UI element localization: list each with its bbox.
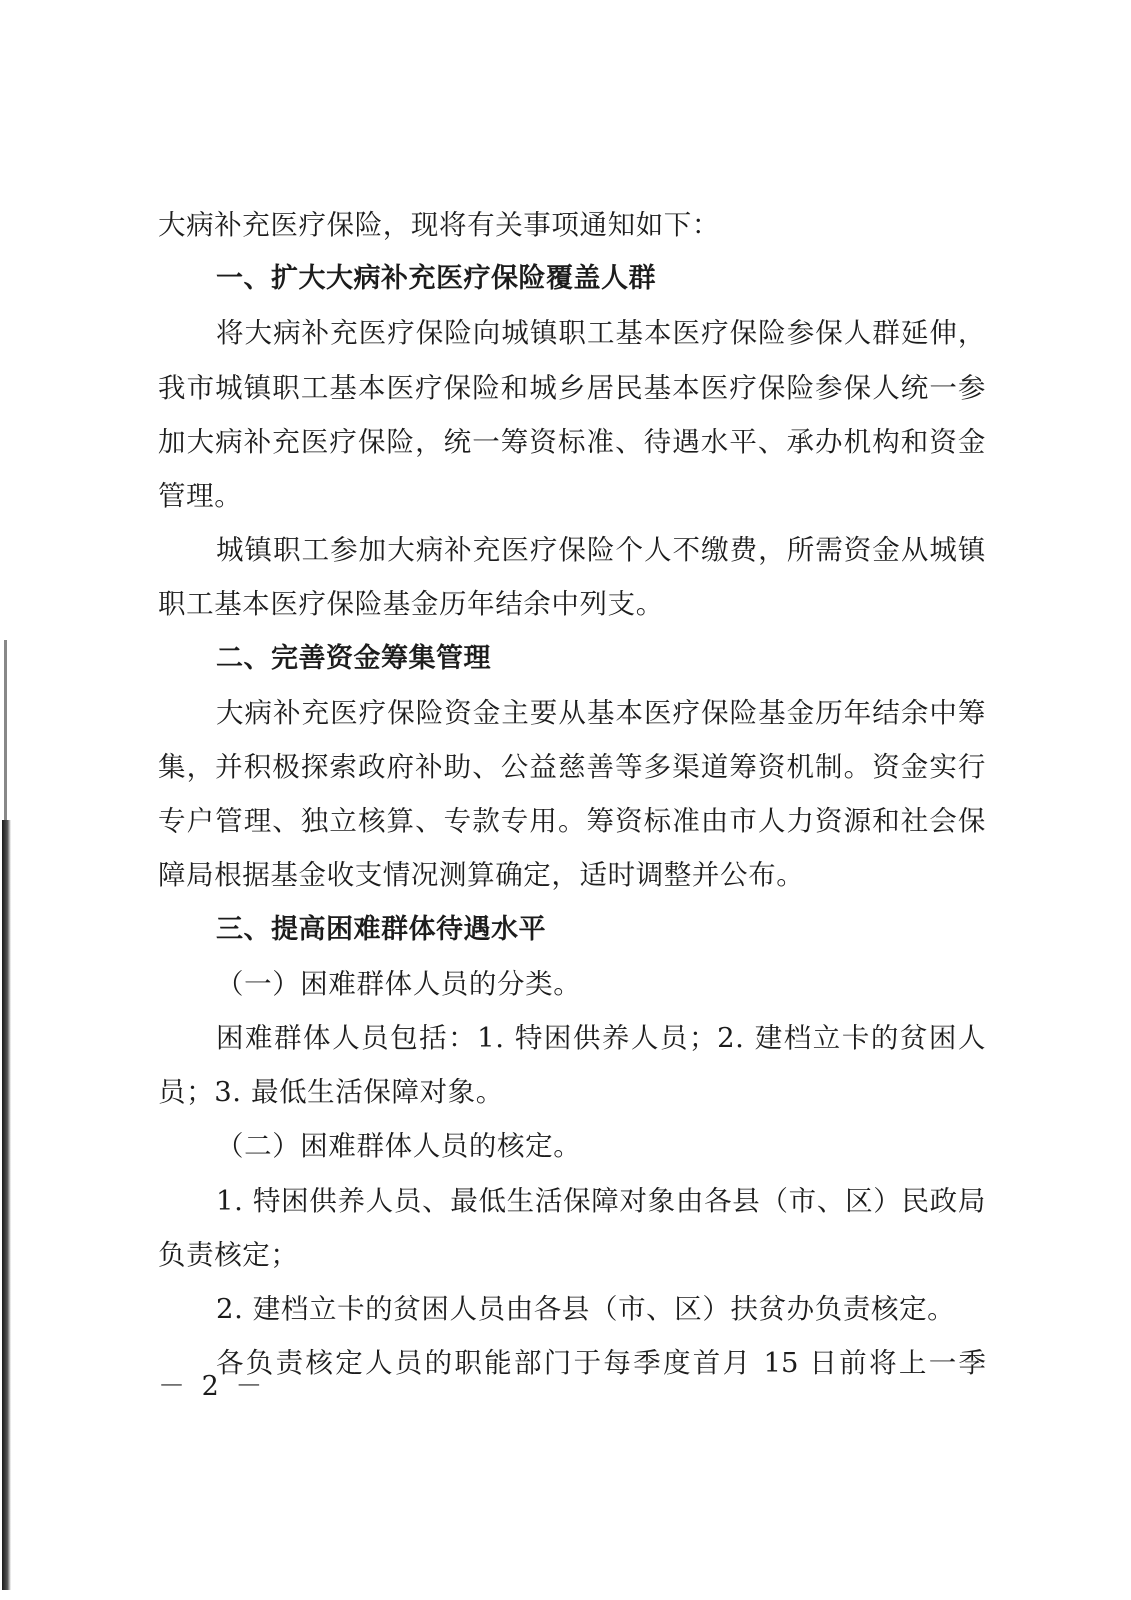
paragraph: 2. 建档立卡的贫困人员由各县（市、区）扶贫办负责核定。	[216, 1293, 956, 1326]
section-heading-2: 二、完善资金筹集管理	[216, 642, 491, 674]
paragraph-continued: 各负责核定人员的职能部门于每季度首月 15 日前将上一季	[216, 1347, 986, 1380]
subsection-heading: （一）困难群体人员的分类。	[216, 967, 582, 1000]
paragraph-continuation: 大病补充医疗保险，现将有关事项通知如下：	[158, 209, 720, 241]
scan-edge-shadow	[2, 820, 11, 1590]
paragraph: 将大病补充医疗保险向城镇职工基本医疗保险参保人群延伸，我市城镇职工基本医疗保险和城乡居民基本医疗保险参保人统一参加大病补充医疗保险，统一筹资标准、待遇水平、承办机构和资金管理。	[158, 317, 986, 513]
paragraph: 城镇职工参加大病补充医疗保险个人不缴费，所需资金从城镇职工基本医疗保险基金历年结余中列支。	[158, 534, 986, 621]
section-heading-1: 一、扩大大病补充医疗保险覆盖人群	[216, 263, 656, 295]
scan-edge-mark	[4, 640, 7, 830]
page-number: － 2 －	[158, 1371, 267, 1402]
subsection-heading: （二）困难群体人员的核定。	[216, 1130, 582, 1163]
paragraph: 困难群体人员包括：1. 特困供养人员；2. 建档立卡的贫困人员；3. 最低生活保障对象。	[158, 1022, 986, 1109]
document-body	[158, 198, 986, 1390]
paragraph: 大病补充医疗保险资金主要从基本医疗保险基金历年结余中筹集，并积极探索政府补助、公益慈善等多渠道筹资机制。资金实行专户管理、独立核算、专款专用。筹资标准由市人力资源和社会保障局根据基金收支情况测算确定，适时调整并公布。	[158, 696, 986, 892]
section-heading-3: 三、提高困难群体待遇水平	[216, 913, 546, 945]
paragraph: 1. 特困供养人员、最低生活保障对象由各县（市、区）民政局负责核定；	[158, 1184, 986, 1271]
